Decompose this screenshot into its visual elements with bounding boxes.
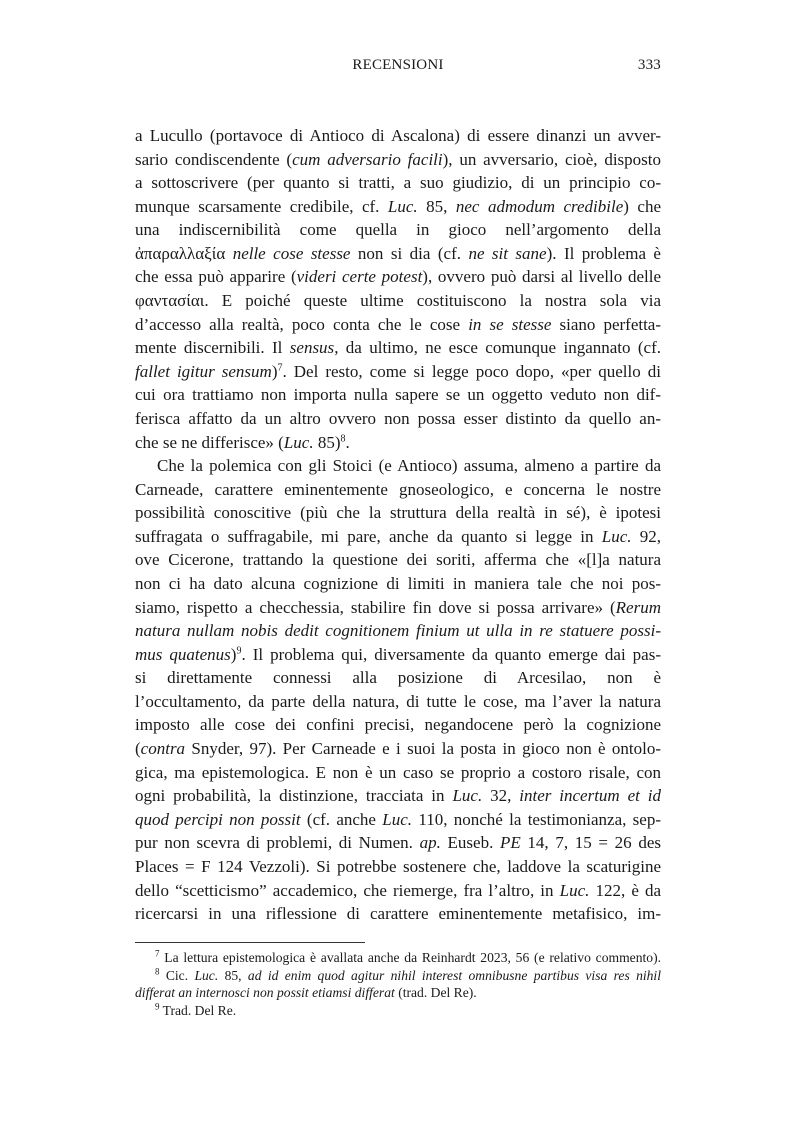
body-line [135, 501, 661, 525]
italic-text: Luc. [559, 880, 590, 900]
footnotes [135, 949, 661, 1020]
text-run: d’accesso alla realtà, poco conta che le cose [135, 314, 469, 334]
body-line [135, 195, 661, 219]
body-line [135, 360, 661, 384]
text-run: Euseb. [440, 833, 500, 853]
text-run: ) [230, 644, 237, 664]
italic-text: PE [499, 833, 521, 853]
text-run: cui ora trattiamo non importa nulla sapere se un oggetto veduto non dif- [135, 385, 661, 405]
body-line [135, 666, 661, 690]
text-run: ) [271, 361, 278, 381]
text-run: 14, 7, 15 = 26 des [520, 833, 662, 853]
text-run: . Il problema qui, diversamente da quanto emerge dai pas- [241, 644, 661, 664]
italic-text: Luc. [452, 786, 483, 806]
footnote-marker: 8 [340, 432, 346, 444]
body-line [135, 713, 661, 737]
body-line [135, 902, 661, 926]
text-run: Trad. Del Re. [159, 1003, 237, 1019]
body-line [135, 737, 661, 761]
body-line [135, 831, 661, 855]
text-run: che essa può apparire ( [135, 267, 297, 287]
text-run: siamo, rispetto a checchessia, stabilire fin dove si possa arrivare» ( [135, 597, 616, 617]
text-run: (cf. anche [300, 809, 383, 829]
text-run: (trad. Del Re). [394, 985, 477, 1001]
text-run: possibilità conoscitive (più che la struttura della realtà in sé), è ipotesi [135, 503, 661, 523]
body-line [135, 572, 661, 596]
text-run: ἀπαραλλαξία [135, 243, 233, 263]
italic-text: ad id enim quod agitur nihil interest omnibusne partibus visa res nihil [247, 967, 661, 983]
italic-text: inter incertum et id [519, 786, 661, 806]
italic-text: fallet igitur sensum [135, 361, 272, 381]
footnote-line [135, 967, 661, 985]
body-line [135, 313, 661, 337]
text-run: La lettura epistemologica è avallata anche da Reinhardt 2023, 56 (e relativo commento). [159, 950, 661, 965]
text-run: munque scarsamente credibile, cf. [135, 196, 388, 216]
text-run: ogni probabilità, la distinzione, tracciata in [135, 786, 453, 806]
body-line [135, 383, 661, 407]
text-run: suffragata o suffragabile, mi pare, anche da quanto si legge in [135, 526, 602, 546]
body-line [135, 855, 661, 879]
italic-text: mus quatenus [135, 644, 231, 664]
footnote-divider [135, 942, 365, 943]
body-line [135, 879, 661, 903]
text-run: siano perfetta- [551, 314, 662, 334]
text-run: mente discernibili. Il [135, 338, 290, 358]
footnote-marker: 7 [277, 362, 283, 374]
text-run: ricercarsi in una riflessione di carattere eminentemente metafisico, im- [135, 904, 661, 924]
footnote-marker: 8 [155, 966, 160, 977]
italic-text: Luc. [601, 526, 632, 546]
text-run: 85, [417, 196, 456, 216]
text-run: 32, [482, 786, 520, 806]
italic-text: ne sit sane [468, 243, 547, 263]
italic-text: Luc. [194, 967, 219, 983]
body-line [135, 336, 661, 360]
body-line [135, 478, 661, 502]
body-line [135, 643, 661, 667]
text-run: non ci ha dato alcuna cognizione di limiti in maniera tale che noi pos- [135, 573, 661, 593]
text-run: dello “scetticismo” accademico, che riemerge, fra l’altro, in [135, 880, 560, 900]
text-run: si direttamente connessi alla posizione di Arcesilao, non è [135, 668, 661, 688]
text-run: a Lucullo (portavoce di Antioco di Ascalona) di essere dinanzi un avver- [135, 126, 661, 145]
text-run: ferisca affatto da un altro ovvero non possa esser distinto da quello an- [135, 408, 661, 428]
italic-text: Luc. [387, 196, 418, 216]
body-line [135, 619, 661, 643]
italic-text: in se stesse [468, 314, 552, 334]
running-title: RECENSIONI [352, 57, 444, 73]
text-run: 110, nonché la testimonianza, sep- [412, 809, 662, 829]
text-run: ) che [623, 196, 661, 216]
italic-text: videri certe potest [296, 267, 423, 287]
text-run: a sottoscrivere (per quanto si tratti, a suo giudizio, di un principio co- [135, 173, 661, 193]
italic-text: cum adversario facili [292, 149, 443, 169]
body-line [135, 265, 661, 289]
italic-text: contra [140, 739, 186, 759]
body-line [135, 596, 661, 620]
text-run: 92, [631, 526, 661, 546]
footnote-marker: 7 [155, 948, 160, 959]
text-run: pur non scevra di problemi, di Numen. [135, 833, 420, 853]
text-run: , da ultimo, ne esce comunque ingannato (cf. [334, 338, 661, 358]
text-run: ( [135, 739, 141, 759]
italic-text: quod percipi non possit [135, 809, 301, 829]
italic-text: Rerum [615, 597, 661, 617]
body-line [135, 407, 661, 431]
text-run: imposto alle cose dei confini precisi, negandocene però la cognizione [135, 715, 661, 735]
body-line [135, 548, 661, 572]
text-run: ), un avversario, cioè, disposto [442, 149, 661, 169]
text-run: gica, ma epistemologica. E non è un caso se proprio a costoro risale, con [135, 762, 661, 782]
page-number: 333 [637, 57, 661, 73]
text-run: 85) [313, 432, 341, 452]
italic-text: Luc. [382, 809, 413, 829]
footnote-marker: 9 [236, 645, 242, 657]
body-line [135, 431, 661, 455]
text-run: non si dia (cf. [350, 243, 469, 263]
body-line [135, 808, 661, 832]
text-run: una indiscernibilità come quella in gioco nell’argomento della [135, 220, 661, 240]
italic-text: nelle cose stesse [232, 243, 351, 263]
text-run: Cic. [159, 967, 195, 983]
body-text [135, 124, 661, 926]
body-line [135, 525, 661, 549]
text-run: Carneade, carattere eminentemente gnoseologico, e concerna le nostre [135, 479, 661, 499]
body-line [135, 690, 661, 714]
text-run: ), ovvero può darsi al livello delle [422, 267, 661, 287]
italic-text: differat an internosci non possit etiamsi differat [135, 985, 395, 1001]
text-run: sario condiscendente ( [135, 149, 293, 169]
text-run: φαντασίαι. E poiché queste ultime costituiscono la nostra sola via [135, 291, 661, 311]
italic-text: ap. [419, 833, 441, 853]
italic-text: Luc. [283, 432, 314, 452]
text-run: Che la polemica con gli Stoici (e Antioco) assuma, almeno a partire da [157, 456, 661, 476]
text-run: che se ne differisce» ( [135, 432, 284, 452]
footnote-line [135, 984, 661, 1002]
footnote-line [135, 949, 661, 967]
text-run: 122, è da [589, 880, 662, 900]
italic-text: nec admodum credibile [455, 196, 624, 216]
body-line [135, 148, 661, 172]
body-line [135, 218, 661, 242]
text-run: Places = F 124 Vezzoli). Si potrebbe sostenere che, laddove la scaturigine [135, 856, 661, 876]
body-line [135, 784, 661, 808]
text-run: 85, [218, 967, 248, 983]
italic-text: natura nullam nobis dedit cognitionem finium ut ulla in re statuere possi- [135, 621, 661, 641]
body-line [135, 242, 661, 266]
text-run: ove Cicerone, trattando la questione dei soriti, afferma che «[l]a natura [135, 550, 661, 570]
footnote-line [135, 1002, 661, 1020]
text-run: l’occultamento, da parte della natura, di tutte le cose, ma l’aver la natura [135, 691, 661, 711]
body-line [135, 171, 661, 195]
body-line [135, 124, 661, 148]
body-line [135, 454, 661, 478]
text-run: ). Il problema è [546, 243, 661, 263]
text-run: . Del resto, come si legge poco dopo, «per quello di [282, 361, 661, 381]
footnote-marker: 9 [155, 1001, 160, 1012]
body-line [135, 289, 661, 313]
italic-text: sensus [289, 338, 335, 358]
text-run: . [345, 432, 350, 452]
text-run: Snyder, 97). Per Carneade e i suoi la posta in gioco non è ontolo- [185, 739, 661, 759]
body-line [135, 761, 661, 785]
